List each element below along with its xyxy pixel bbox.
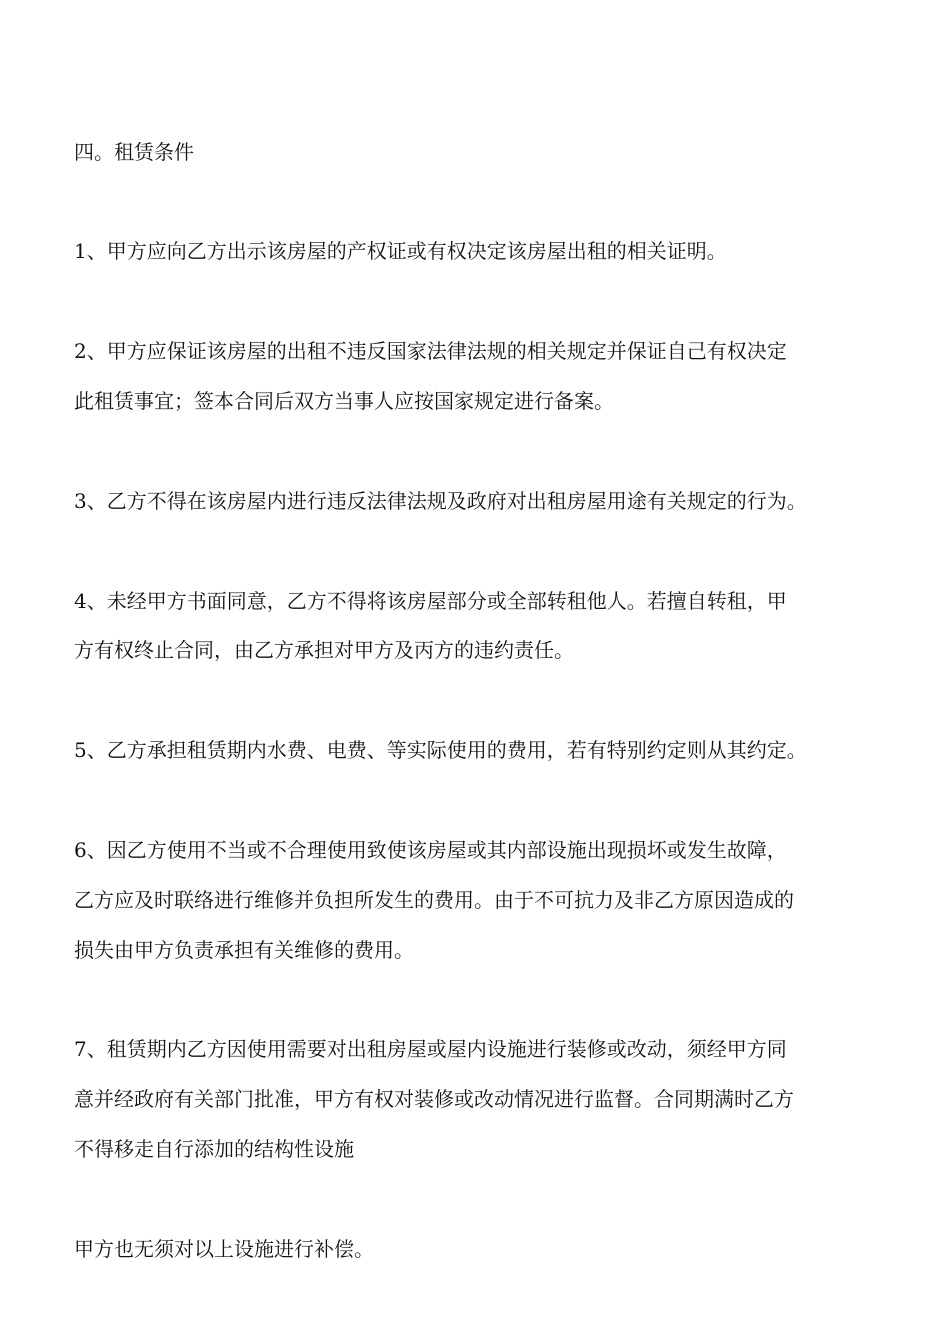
clause-6-line-2: 乙方应及时联络进行维修并负担所发生的费用。由于不可抗力及非乙方原因造成的 bbox=[74, 888, 794, 912]
clause-6-line-1: 6、因乙方使用不当或不合理使用致使该房屋或其内部设施出现损坏或发生故障， bbox=[74, 838, 787, 862]
clause-4-line-1: 4、未经甲方书面同意，乙方不得将该房屋部分或全部转租他人。若擅自转租，甲 bbox=[74, 589, 787, 613]
clause-6-line-3: 损失由甲方负责承担有关维修的费用。 bbox=[74, 938, 414, 962]
clause-4-line-2: 方有权终止合同，由乙方承担对甲方及丙方的违约责任。 bbox=[74, 638, 574, 662]
clause-7-line-2: 意并经政府有关部门批准，甲方有权对装修或改动情况进行监督。合同期满时乙方 bbox=[74, 1087, 794, 1111]
clause-5-line-1: 5、乙方承担租赁期内水费、电费、等实际使用的费用，若有特别约定则从其约定。 bbox=[74, 738, 807, 762]
clause-2-line-1: 2、甲方应保证该房屋的出租不违反国家法律法规的相关规定并保证自己有权决定 bbox=[74, 339, 787, 363]
clause-7-line-3: 不得移走自行添加的结构性设施 bbox=[74, 1137, 354, 1161]
closing-line: 甲方也无须对以上设施进行补偿。 bbox=[74, 1237, 374, 1261]
clause-7-line-1: 7、租赁期内乙方因使用需要对出租房屋或屋内设施进行装修或改动，须经甲方同 bbox=[74, 1037, 787, 1061]
clause-2-line-2: 此租赁事宜；签本合同后双方当事人应按国家规定进行备案。 bbox=[74, 389, 614, 413]
clause-3-line-1: 3、乙方不得在该房屋内进行违反法律法规及政府对出租房屋用途有关规定的行为。 bbox=[74, 489, 807, 513]
section-title: 四。租赁条件 bbox=[74, 140, 194, 164]
clause-1-line-1: 1、甲方应向乙方出示该房屋的产权证或有权决定该房屋出租的相关证明。 bbox=[74, 239, 727, 263]
